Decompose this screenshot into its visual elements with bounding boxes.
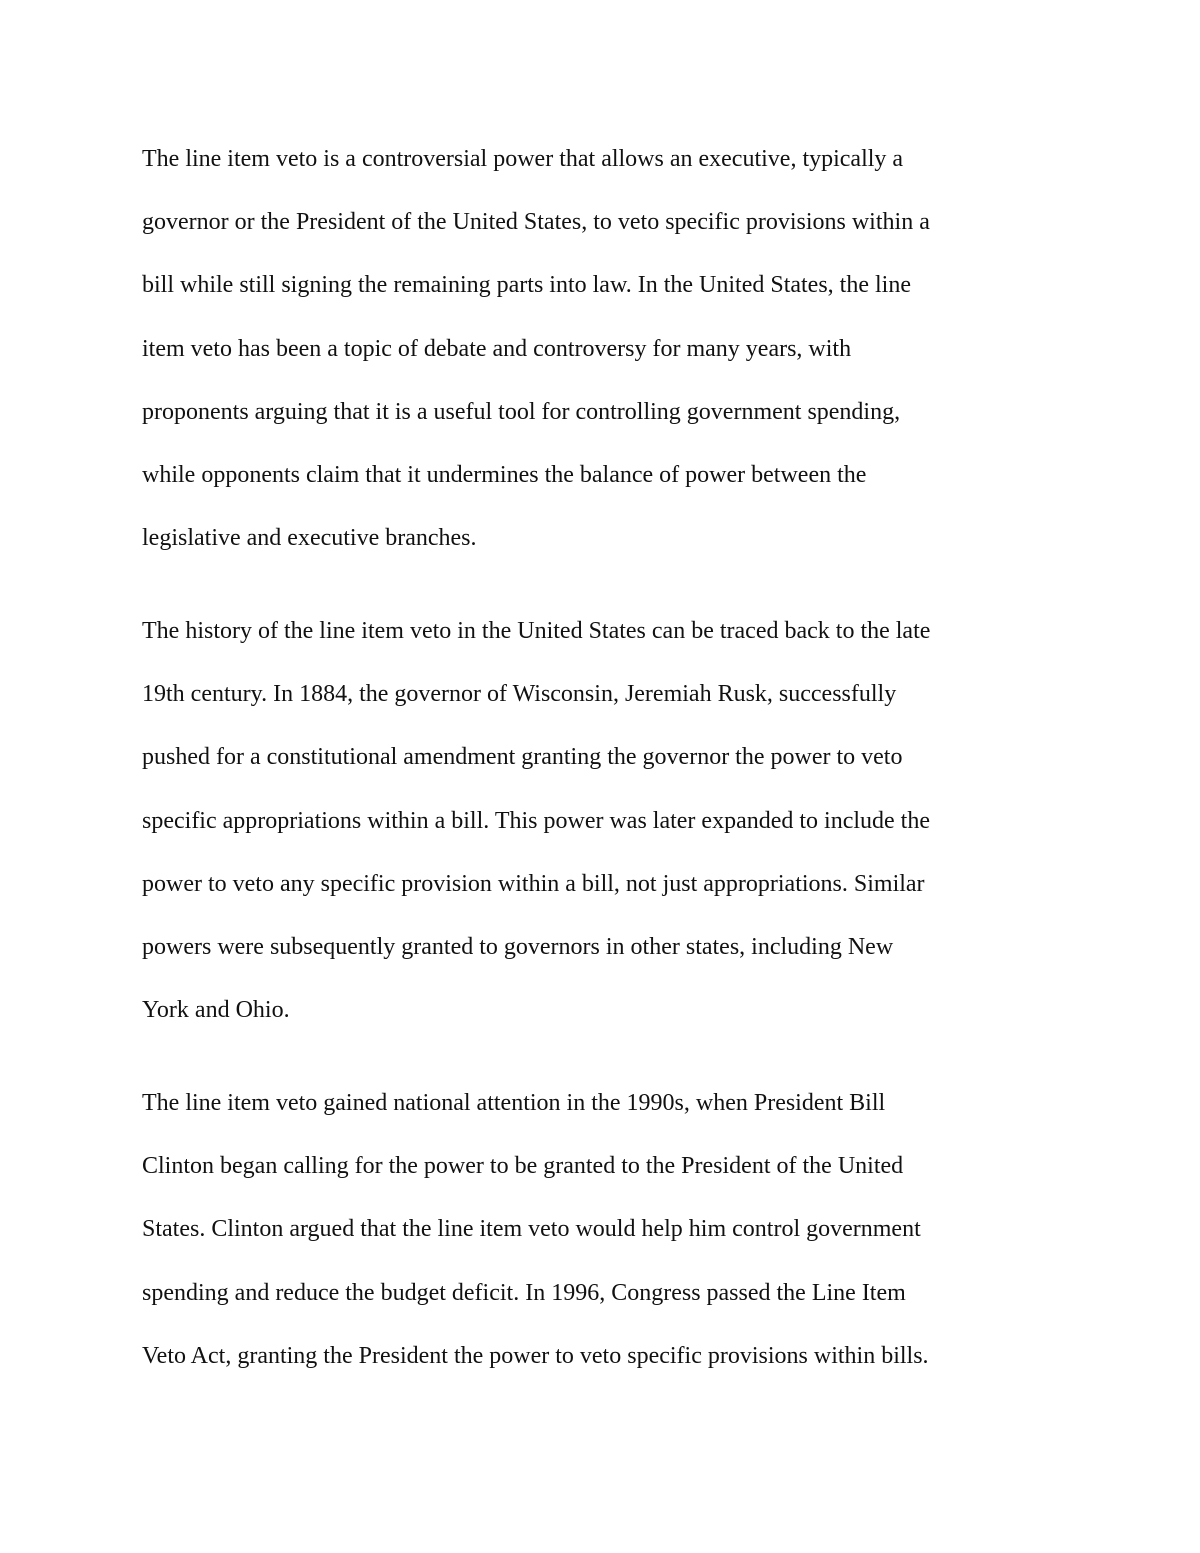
text-line: 19th century. In 1884, the governor of Wisconsin, Jeremiah Rusk, successfully [142, 681, 897, 708]
paragraph-3 [142, 1087, 1062, 1403]
text-line: States. Clinton argued that the line item veto would help him control government [142, 1216, 921, 1243]
text-line: governor or the President of the United States, to veto specific provisions within a [142, 209, 930, 236]
text-line: legislative and executive branches. [142, 525, 477, 552]
text-line: Veto Act, granting the President the power to veto specific provisions within bills. [142, 1342, 929, 1369]
text-line: power to veto any specific provision within a bill, not just appropriations. Similar [142, 870, 925, 897]
paragraph-2 [142, 615, 1062, 1057]
text-line: The history of the line item veto in the United States can be traced back to the late [142, 618, 931, 644]
text-line: The line item veto is a controversial power that allows an executive, typically a [142, 146, 904, 172]
text-line: proponents arguing that it is a useful tool for controlling government spending, [142, 398, 901, 425]
text-line: pushed for a constitutional amendment granting the governor the power to veto [142, 744, 903, 771]
paragraph-1 [142, 143, 1062, 585]
text-line: spending and reduce the budget deficit. In 1996, Congress passed the Line Item [142, 1279, 906, 1306]
text-line: while opponents claim that it undermines the balance of power between the [142, 461, 867, 488]
text-line: bill while still signing the remaining parts into law. In the United States, the line [142, 272, 911, 299]
text-line: Clinton began calling for the power to be granted to the President of the United [142, 1153, 904, 1180]
text-line: The line item veto gained national attention in the 1990s, when President Bill [142, 1090, 886, 1116]
text-line: item veto has been a topic of debate and controversy for many years, with [142, 335, 852, 362]
text-line: specific appropriations within a bill. This power was later expanded to include the [142, 807, 931, 834]
text-line: powers were subsequently granted to governors in other states, including New [142, 933, 894, 960]
text-line: York and Ohio. [142, 997, 290, 1024]
